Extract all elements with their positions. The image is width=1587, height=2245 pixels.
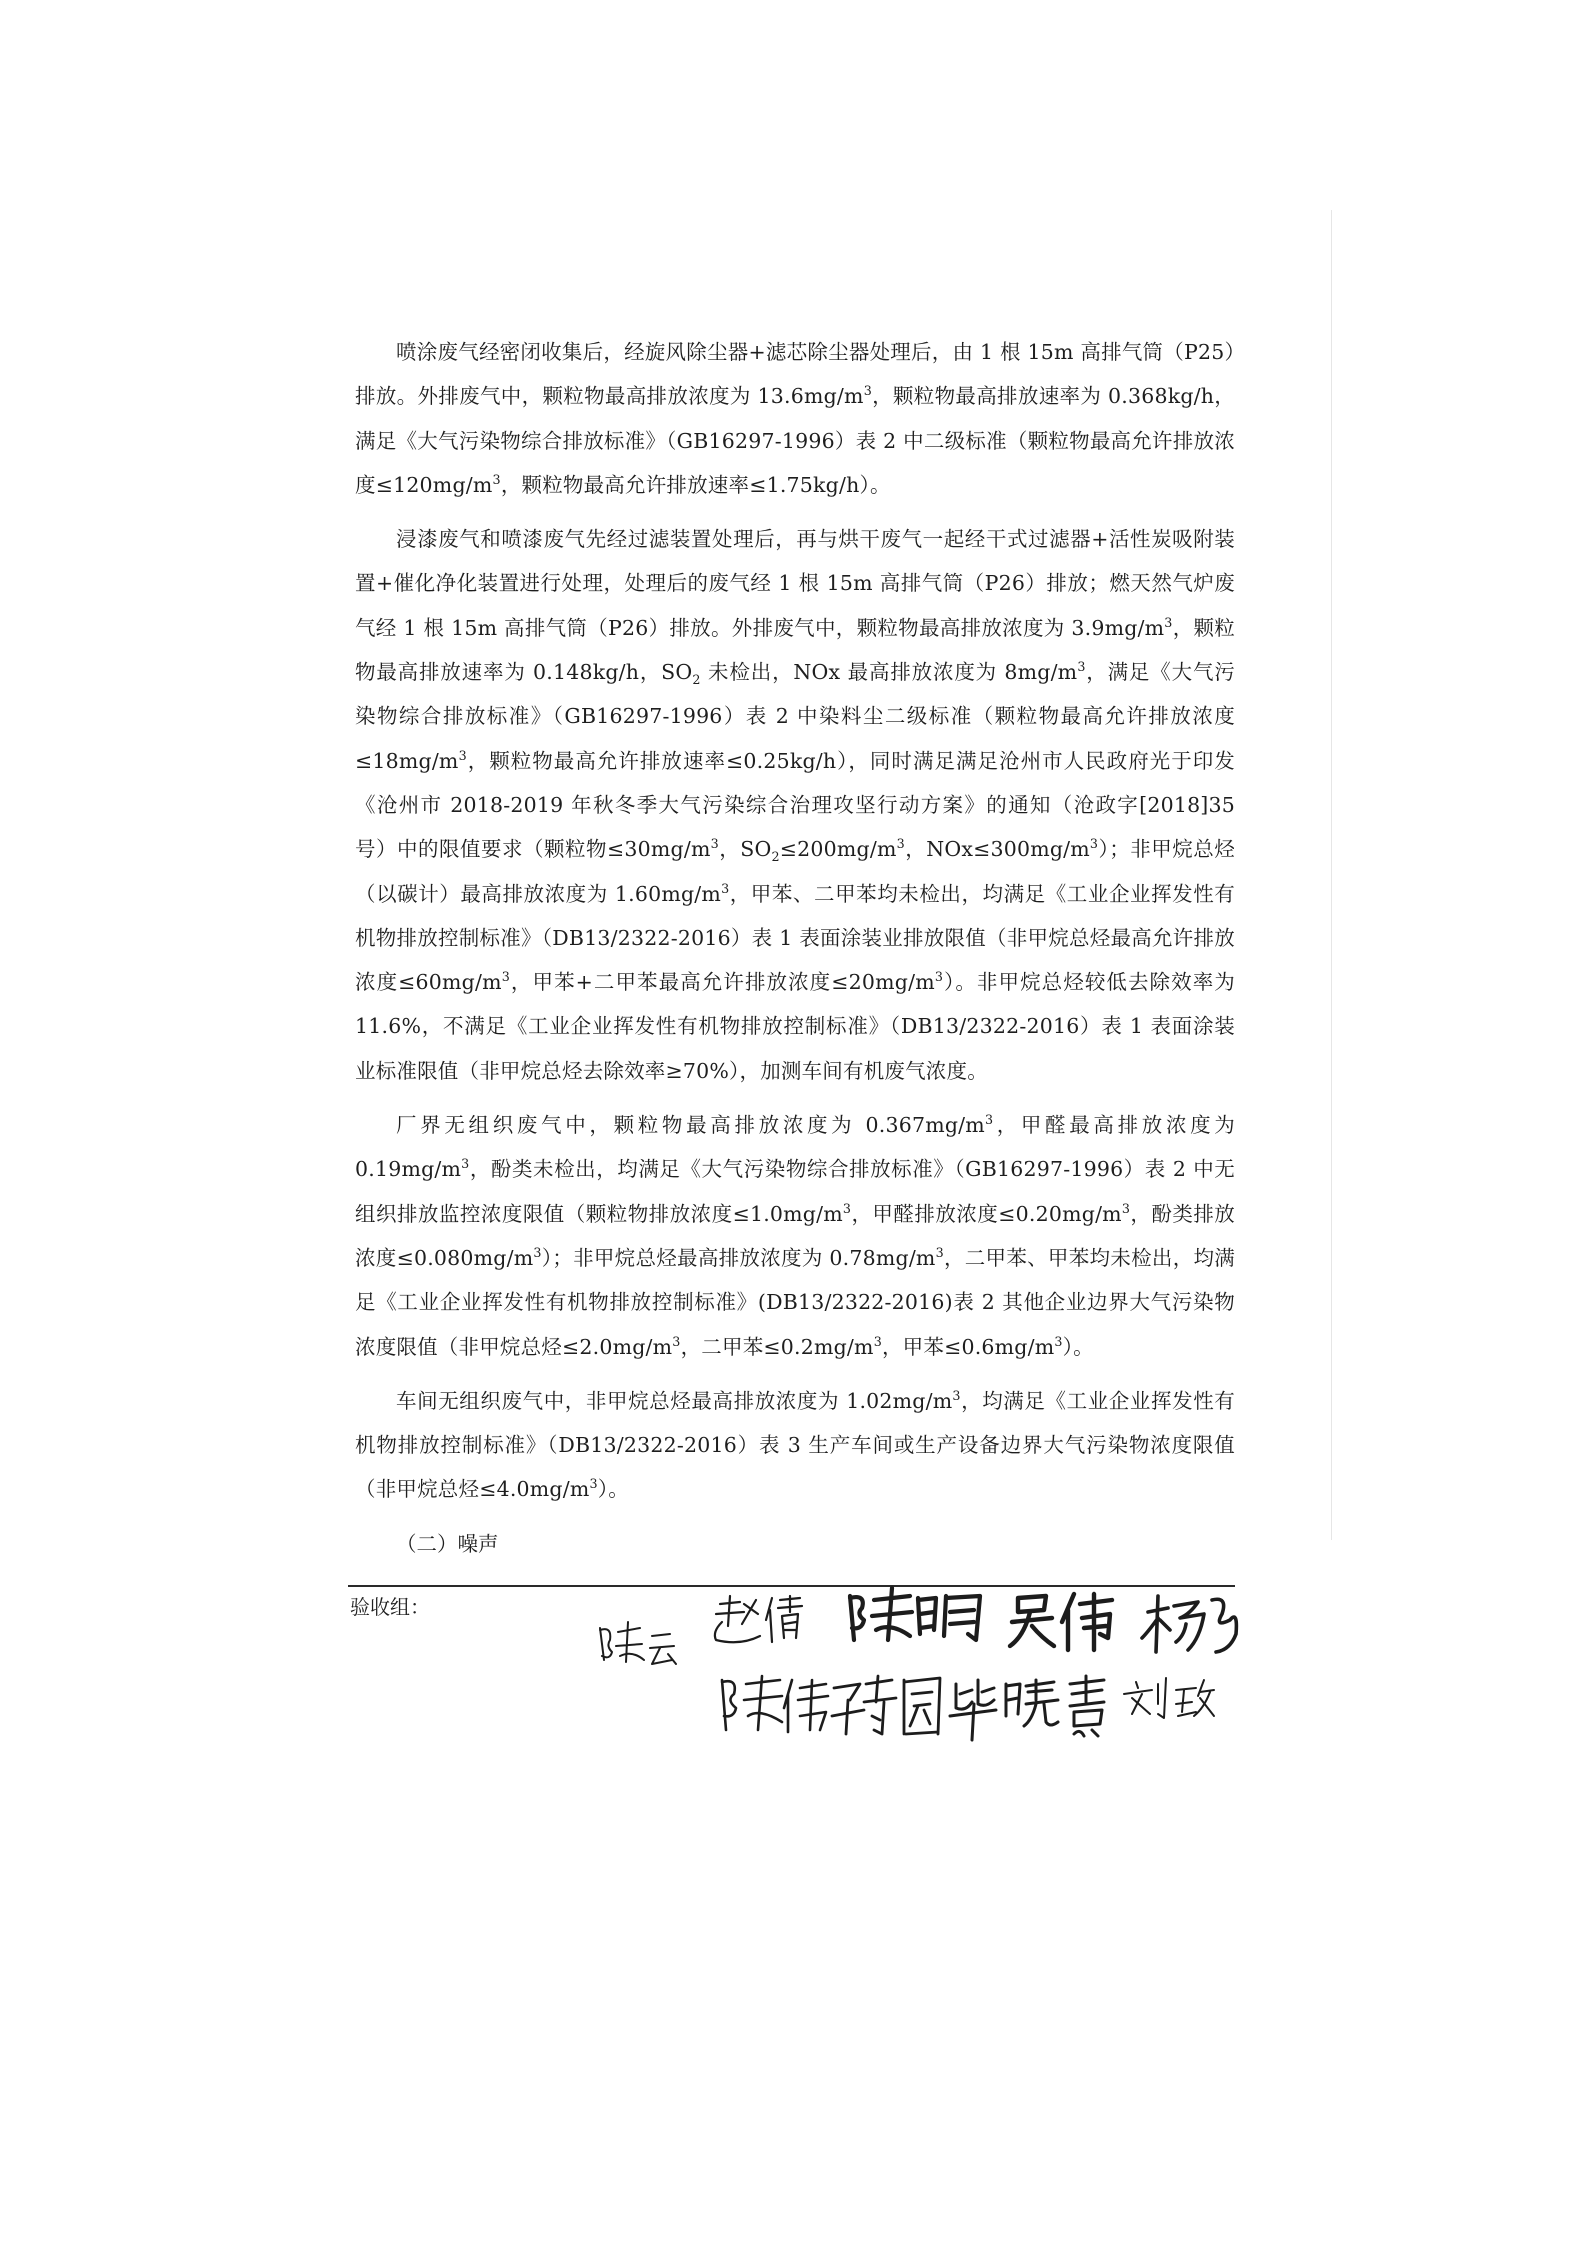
text-run: ，甲苯、二甲苯均未检出，均满足《工业企业挥发性有机物排放控制标准》（DB13/2322-2016）表 1 表面涂装业排放限值（非甲烷总烃最高允许排放浓度≤60mg/m (355, 881, 1235, 995)
text-run: ）；非甲烷总烃最高排放浓度为 0.78mg/m (541, 1245, 936, 1270)
superscript: 3 (984, 1112, 994, 1128)
paragraph-paint-dipping-exhaust (355, 517, 1235, 1093)
text-run: ，颗粒物最高排放速率为 0.368kg/h，满足《大气污染物综合排放标准》（GB16297-1996）表 2 中二级标准（颗粒物最高允许排放浓度≤120mg/m (355, 384, 1235, 497)
superscript: 3 (1054, 1333, 1063, 1349)
text-run: ）。非甲烷总烃较低去除效率为 11.6%，不满足《工业企业挥发性有机物排放控制标准》（DB13/2322-2016）表 1 表面涂装业标准限值（非甲烷总烃去除效率≥70%），加测车间有机废气浓度。 (355, 970, 1235, 1083)
signature-1 (600, 1622, 676, 1664)
text-run: ，甲苯+二甲苯最高允许排放浓度≤20mg/m (510, 970, 935, 995)
paragraph-spray-coating-exhaust (355, 330, 1235, 507)
text-run: ，颗粒物最高允许排放速率≤0.25kg/h），同时满足满足沧州市人民政府光于印发《沧州市 2018-2019 年秋冬季大气污染综合治理攻坚行动方案》的通知（沧政字[2018]35 号）中的限值要求（颗粒物≤30mg/m (355, 748, 1235, 862)
subscript: 2 (692, 672, 701, 688)
text-run: ，甲醛排放浓度≤0.20mg/m (851, 1201, 1122, 1226)
superscript: 3 (873, 1333, 882, 1349)
signature-7 (832, 1676, 940, 1734)
superscript: 3 (672, 1333, 681, 1349)
acceptance-group-label: 验收组： (350, 1595, 430, 1619)
superscript: 3 (458, 747, 467, 763)
superscript: 3 (896, 836, 905, 852)
text-run: ，颗粒物最高允许排放速率≤1.75kg/h）。 (500, 472, 891, 497)
text-run: ，均满足《工业企业挥发性有机物排放控制标准》（DB13/2322-2016）表 3 生产车间或生产设备边界大气污染物浓度限值（非甲烷总烃≤4.0mg/m (355, 1388, 1235, 1502)
text-run: ，二甲苯≤0.2mg/m (680, 1334, 874, 1359)
document-body (355, 330, 1235, 1566)
paragraph-boundary-fugitive-exhaust (355, 1103, 1235, 1369)
signature-5 (1142, 1596, 1236, 1652)
superscript: 3 (935, 1245, 944, 1261)
superscript: 3 (934, 969, 944, 985)
text-run: 喷涂废气经密闭收集后，经旋风除尘器+滤芯除尘器处理后，由 1 根 15m 高排气筒（P25）排放。外排废气中，颗粒物最高排放浓度为 13.6mg/m (355, 340, 1235, 409)
superscript: 3 (1077, 659, 1086, 675)
superscript: 3 (492, 472, 501, 488)
subscript: 2 (771, 849, 780, 865)
superscript: 3 (1164, 614, 1173, 630)
text-run: ，甲苯≤0.6mg/m (881, 1334, 1055, 1359)
superscript: 3 (1089, 836, 1099, 852)
signature-divider (348, 1585, 1235, 1587)
text-run: 未检出，NOx 最高排放浓度为 8mg/m (700, 660, 1078, 685)
section-heading-noise: （二）噪声 (396, 1531, 499, 1556)
signature-6 (722, 1676, 828, 1732)
text-run: 厂界无组织废气中，颗粒物最高排放浓度为 0.367mg/m (396, 1113, 985, 1138)
text-run: ）。 (1062, 1334, 1094, 1359)
text-run: ，酚类排放浓度≤0.080mg/m (355, 1201, 1236, 1270)
superscript: 3 (1121, 1200, 1131, 1216)
signature-4 (1010, 1594, 1112, 1650)
paragraph-workshop-fugitive-exhaust (355, 1379, 1235, 1512)
text-run: ，NOx≤300mg/m (904, 837, 1090, 862)
text-run: 车间无组织废气中，非甲烷总烃最高排放浓度为 1.02mg/m (396, 1388, 953, 1413)
superscript: 3 (710, 836, 719, 852)
text-run: ，满足《大气污染物综合排放标准》（GB16297-1996）表 2 中染料尘二级标准（颗粒物最高允许排放浓度≤18mg/m (355, 660, 1235, 773)
text-run: 浸漆废气和喷漆废气先经过滤装置处理后，再与烘干废气一起经干式过滤器+活性炭吸附装置+催化净化装置进行处理，处理后的废气经 1 根 15m 高排气筒（P26）排放；燃天然气炉废气经 1 根 15m 高排气筒（P26）排放。外排废气中，颗粒物最高排放浓度为 3.9mg/m (355, 527, 1235, 640)
text-run: ，甲醛最高排放浓度为 0.19mg/m (355, 1113, 1235, 1182)
text-run: ，SO (718, 837, 772, 862)
superscript: 3 (501, 969, 511, 985)
text-run: ≤200mg/m (779, 837, 897, 862)
text-run: ）。 (597, 1477, 629, 1502)
superscript: 3 (533, 1245, 542, 1261)
text-run: ，二甲苯、甲苯均未检出，均满足《工业企业挥发性有机物排放控制标准》(DB13/2322-2016)表 2 其他企业边界大气污染物浓度限值（非甲烷总烃≤2.0mg/m (355, 1245, 1235, 1359)
superscript: 3 (589, 1476, 598, 1492)
text-run: ）；非甲烷总烃（以碳计）最高排放浓度为 1.60mg/m (355, 837, 1235, 906)
signature-8 (950, 1676, 1104, 1740)
text-run: ，颗粒物最高排放速率为 0.148kg/h，SO (355, 615, 1235, 685)
superscript: 3 (842, 1200, 852, 1216)
superscript: 3 (952, 1388, 961, 1403)
signature-2 (715, 1596, 802, 1642)
text-run: ，酚类未检出，均满足《大气污染物综合排放标准》（GB16297-1996）表 2 中无组织排放监控浓度限值（颗粒物排放浓度≤1.0mg/m (355, 1157, 1235, 1226)
scan-edge-line (1331, 210, 1332, 1540)
signature-3 (850, 1588, 980, 1640)
signature-9 (1124, 1678, 1214, 1718)
superscript: 3 (863, 383, 872, 399)
superscript: 3 (721, 880, 730, 896)
superscript: 3 (461, 1156, 470, 1172)
